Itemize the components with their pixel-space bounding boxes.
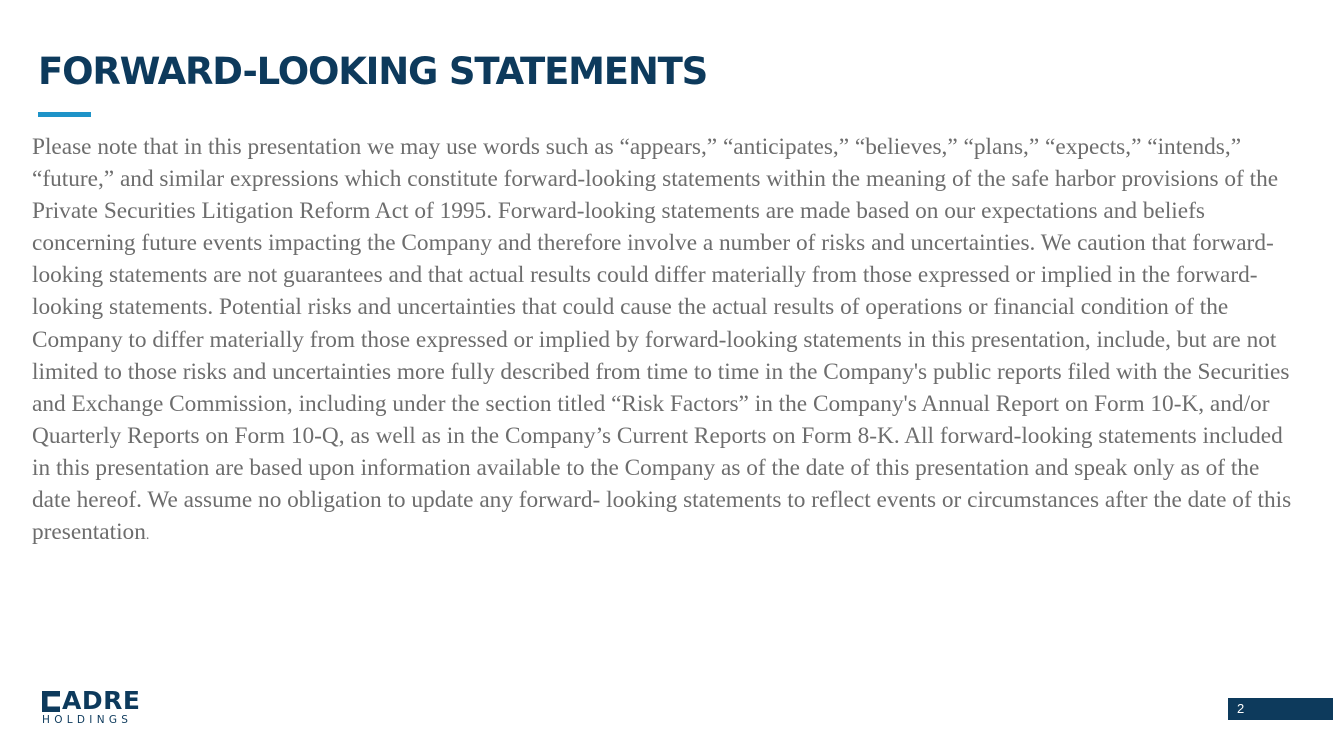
logo-c-glyph-icon [42, 691, 60, 712]
disclaimer-paragraph [32, 131, 1294, 552]
slide-title: FORWARD-LOOKING STATEMENTS [38, 50, 708, 93]
logo-wordmark [42, 688, 140, 714]
page-number-badge [1228, 698, 1333, 720]
page-number: 2 [1237, 701, 1245, 716]
disclaimer-text: Please note that in this presentation we may use words such as “appears,” “anticipates,” “believes,” “plans,” “expects,” “intends,” “future,” and similar expressions which constitute forward-looking statements within the meaning of the safe harbor provisions of the Private Securities Litigation Reform Act of 1995. Forward-looking statements are made based on our expectations and beliefs concerning future events impacting the Company and therefore involve a number of risks and uncertainties. We caution that forward-looking statements are not guarantees and that actual results could differ materially from those expressed or implied in the forward-looking statements. Potential risks and uncertainties that could cause the actual results of operations or financial condition of the Company to differ materially from those expressed or implied by forward-looking statements in this presentation, include, but are not limited to those risks and uncertainties more fully described from time to time in the Company's public reports filed with the Securities and Exchange Commission, including under the section titled “Risk Factors” in the Company's Annual Report on Form 10-K, and/or Quarterly Reports on Form 10-Q, as well as in the Company’s Current Reports on Form 8-K. All forward-looking statements included in this presentation are based upon information available to the Company as of the date of this presentation and speak only as of the date hereof. We assume no obligation to update any forward- looking statements to reflect events or circumstances after the date of this presentation [32, 134, 1292, 546]
logo-subtitle: HOLDINGS [42, 714, 133, 726]
disclaimer-end-period: . [145, 528, 150, 544]
title-underline-accent [38, 112, 91, 117]
cadre-holdings-logo [42, 688, 152, 730]
logo-wordmark-text: ADRE [62, 686, 141, 715]
